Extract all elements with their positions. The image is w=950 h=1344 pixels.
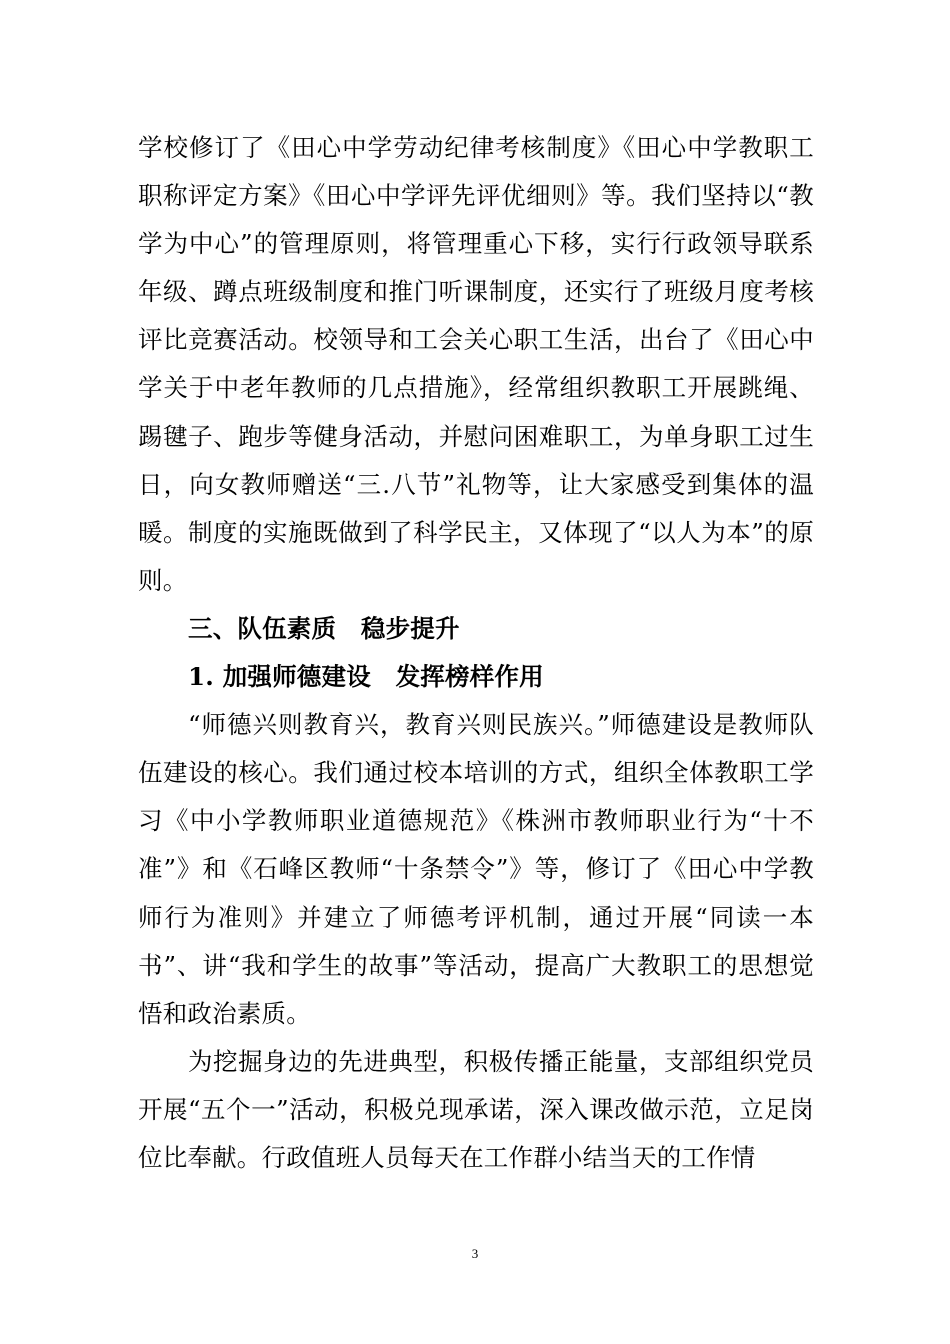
document-body (138, 124, 814, 1182)
section-heading: 三、队伍素质 稳步提升 (188, 613, 460, 643)
sub-heading: 1. 加强师德建设 发挥榜样作用 (188, 662, 544, 692)
page-number: 3 (471, 1246, 479, 1261)
body-paragraph-1: 学校修订了《田心中学劳动纪律考核制度》《田心中学教职工职称评定方案》《田心中学评先评优细则》等。我们坚持以“教学为中心”的管理原则，将管理重心下移，实行行政领导联系年级、蹲点班级制度和推门听课制度，还实行了班级月度考核评比竞赛活动。校领导和工会关心职工生活，出台了《田心中学关于中老年教师的几点措施》，经常组织教职工开展跳绳、踢毽子、跑步等健身活动，并慰问困难职工，为单身职工过生日，向女教师赠送“三.八节”礼物等，让大家感受到集体的温暖。制度的实施既做到了科学民主，又体现了“以人为本”的原则。 (138, 133, 814, 595)
body-paragraph-3: 为挖掘身边的先进典型，积极传播正能量，支部组织党员开展“五个一”活动，积极兑现承诺，深入课改做示范，立足岗位比奉献。行政值班人员每天在工作群小结当天的工作情 (138, 1046, 814, 1172)
body-paragraph-2: “师德兴则教育兴，教育兴则民族兴。”师德建设是教师队伍建设的核心。我们通过校本培训的方式，组织全体教职工学习《中小学教师职业道德规范》《株洲市教师职业行为“十不准”》和《石峰区教师“十条禁令”》等，修订了《田心中学教师行为准则》并建立了师德考评机制，通过开展“同读一本书”、讲“我和学生的故事”等活动，提高广大教职工的思想觉悟和政治素质。 (138, 710, 814, 1028)
